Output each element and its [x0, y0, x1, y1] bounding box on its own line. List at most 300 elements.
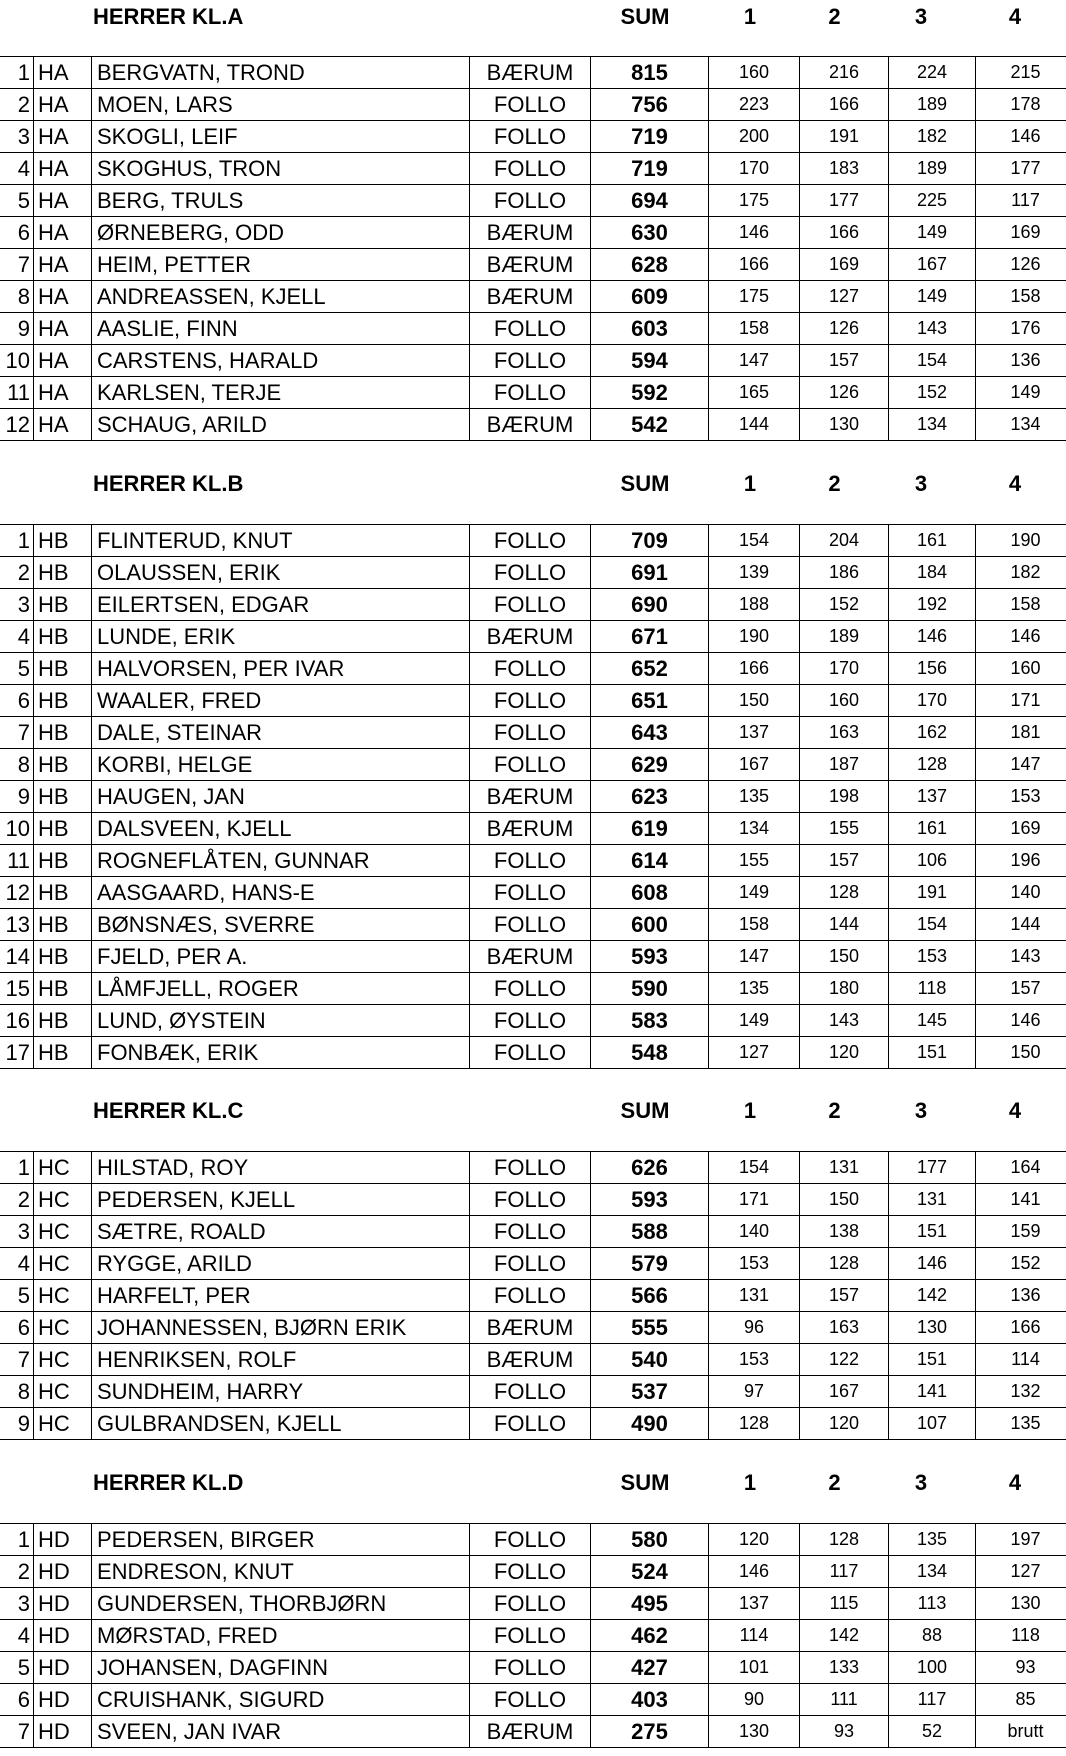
column-header-sum: SUM	[620, 471, 670, 496]
class-cell: HB	[34, 749, 92, 781]
club-cell: BÆRUM	[470, 409, 591, 441]
class-cell: HC	[34, 1376, 92, 1408]
game4-cell: 178	[976, 89, 1066, 121]
game3-cell: 151	[889, 1344, 976, 1376]
game1-cell: 165	[709, 377, 800, 409]
class-cell: HB	[34, 1005, 92, 1037]
club-cell: FOLLO	[470, 1588, 591, 1620]
table-row	[0, 1408, 1066, 1440]
name-cell: ØRNEBERG, ODD	[92, 217, 470, 249]
game1-cell: 135	[709, 781, 800, 813]
name-cell: SKOGHUS, TRON	[92, 153, 470, 185]
column-header-g2: 2	[828, 471, 841, 496]
sum-cell: 652	[591, 653, 709, 685]
sum-cell: 495	[591, 1588, 709, 1620]
club-cell: BÆRUM	[470, 1716, 591, 1748]
club-cell: FOLLO	[470, 121, 591, 153]
class-cell: HC	[34, 1408, 92, 1440]
section-title: HERRER KL.A	[93, 4, 244, 29]
club-cell: FOLLO	[470, 1620, 591, 1652]
rank-cell: 7	[0, 249, 34, 281]
game3-cell: 189	[889, 89, 976, 121]
club-cell: FOLLO	[470, 845, 591, 877]
class-cell: HB	[34, 813, 92, 845]
game2-cell: 126	[800, 313, 889, 345]
game3-cell: 156	[889, 653, 976, 685]
table-row	[0, 1280, 1066, 1312]
club-cell: FOLLO	[470, 1376, 591, 1408]
table-row	[0, 909, 1066, 941]
class-cell: HB	[34, 717, 92, 749]
sum-cell: 542	[591, 409, 709, 441]
game4-cell: brutt	[976, 1716, 1066, 1748]
sum-cell: 756	[591, 89, 709, 121]
class-cell: HA	[34, 249, 92, 281]
club-cell: BÆRUM	[470, 249, 591, 281]
game4-cell: 169	[976, 813, 1066, 845]
club-cell: BÆRUM	[470, 941, 591, 973]
table-row	[0, 557, 1066, 589]
rank-cell: 5	[0, 185, 34, 217]
rank-cell: 1	[0, 1152, 34, 1184]
class-cell: HB	[34, 909, 92, 941]
club-cell: FOLLO	[470, 1652, 591, 1684]
class-cell: HA	[34, 121, 92, 153]
name-cell: BØNSNÆS, SVERRE	[92, 909, 470, 941]
sum-cell: 614	[591, 845, 709, 877]
game3-cell: 141	[889, 1376, 976, 1408]
name-cell: HAUGEN, JAN	[92, 781, 470, 813]
game1-cell: 96	[709, 1312, 800, 1344]
sum-cell: 275	[591, 1716, 709, 1748]
sum-cell: 537	[591, 1376, 709, 1408]
sum-cell: 623	[591, 781, 709, 813]
game1-cell: 149	[709, 877, 800, 909]
class-cell: HD	[34, 1524, 92, 1556]
sum-cell: 592	[591, 377, 709, 409]
game3-cell: 152	[889, 377, 976, 409]
class-cell: HC	[34, 1152, 92, 1184]
rank-cell: 6	[0, 1312, 34, 1344]
name-cell: LUND, ØYSTEIN	[92, 1005, 470, 1037]
game3-cell: 149	[889, 217, 976, 249]
club-cell: FOLLO	[470, 377, 591, 409]
rank-cell: 6	[0, 685, 34, 717]
class-cell: HA	[34, 57, 92, 89]
rank-cell: 2	[0, 557, 34, 589]
table-row	[0, 1716, 1066, 1748]
game1-cell: 114	[709, 1620, 800, 1652]
table-row	[0, 89, 1066, 121]
game1-cell: 135	[709, 973, 800, 1005]
table-row	[0, 185, 1066, 217]
rank-cell: 12	[0, 409, 34, 441]
game2-cell: 120	[800, 1037, 889, 1069]
table-row	[0, 1376, 1066, 1408]
name-cell: SKOGLI, LEIF	[92, 121, 470, 153]
game4-cell: 197	[976, 1524, 1066, 1556]
section-header	[0, 0, 1066, 40]
game1-cell: 146	[709, 217, 800, 249]
game4-cell: 126	[976, 249, 1066, 281]
game2-cell: 163	[800, 717, 889, 749]
table-row	[0, 1344, 1066, 1376]
sum-cell: 815	[591, 57, 709, 89]
game4-cell: 141	[976, 1184, 1066, 1216]
game3-cell: 225	[889, 185, 976, 217]
sum-cell: 566	[591, 1280, 709, 1312]
game4-cell: 114	[976, 1344, 1066, 1376]
rank-cell: 4	[0, 153, 34, 185]
game2-cell: 187	[800, 749, 889, 781]
game3-cell: 118	[889, 973, 976, 1005]
name-cell: HILSTAD, ROY	[92, 1152, 470, 1184]
column-header-g1: 1	[743, 1470, 757, 1495]
table-row	[0, 1524, 1066, 1556]
column-header-g3: 3	[914, 4, 928, 29]
class-cell: HD	[34, 1556, 92, 1588]
table-row	[0, 1037, 1066, 1069]
sum-cell: 719	[591, 153, 709, 185]
game2-cell: 180	[800, 973, 889, 1005]
game3-cell: 88	[889, 1620, 976, 1652]
game3-cell: 189	[889, 153, 976, 185]
game4-cell: 152	[976, 1248, 1066, 1280]
game2-cell: 216	[800, 57, 889, 89]
rank-cell: 3	[0, 589, 34, 621]
column-header-g1: 1	[743, 1098, 757, 1123]
club-cell: FOLLO	[470, 685, 591, 717]
column-header-g1: 1	[743, 471, 757, 496]
game1-cell: 137	[709, 717, 800, 749]
game4-cell: 117	[976, 185, 1066, 217]
game1-cell: 147	[709, 345, 800, 377]
sum-cell: 540	[591, 1344, 709, 1376]
rank-cell: 6	[0, 217, 34, 249]
game3-cell: 117	[889, 1684, 976, 1716]
class-cell: HC	[34, 1312, 92, 1344]
name-cell: RYGGE, ARILD	[92, 1248, 470, 1280]
table-row	[0, 845, 1066, 877]
rank-cell: 17	[0, 1037, 34, 1069]
rank-cell: 7	[0, 1716, 34, 1748]
game4-cell: 134	[976, 409, 1066, 441]
sum-cell: 691	[591, 557, 709, 589]
game4-cell: 149	[976, 377, 1066, 409]
section-title: HERRER KL.C	[93, 1098, 244, 1123]
club-cell: BÆRUM	[470, 1312, 591, 1344]
game3-cell: 161	[889, 813, 976, 845]
rank-cell: 9	[0, 313, 34, 345]
column-header-g3: 3	[914, 471, 928, 496]
rank-cell: 8	[0, 749, 34, 781]
game3-cell: 113	[889, 1588, 976, 1620]
table-row	[0, 1684, 1066, 1716]
sum-cell: 593	[591, 1184, 709, 1216]
rank-cell: 2	[0, 89, 34, 121]
name-cell: SÆTRE, ROALD	[92, 1216, 470, 1248]
game1-cell: 149	[709, 1005, 800, 1037]
class-cell: HB	[34, 525, 92, 557]
table-row	[0, 57, 1066, 89]
sum-cell: 629	[591, 749, 709, 781]
game4-cell: 181	[976, 717, 1066, 749]
game3-cell: 177	[889, 1152, 976, 1184]
name-cell: LUNDE, ERIK	[92, 621, 470, 653]
section-header	[0, 1466, 1066, 1506]
game4-cell: 182	[976, 557, 1066, 589]
table-row	[0, 1216, 1066, 1248]
rank-cell: 9	[0, 781, 34, 813]
game3-cell: 149	[889, 281, 976, 313]
game4-cell: 157	[976, 973, 1066, 1005]
club-cell: FOLLO	[470, 89, 591, 121]
game3-cell: 153	[889, 941, 976, 973]
sum-cell: 651	[591, 685, 709, 717]
game4-cell: 150	[976, 1037, 1066, 1069]
name-cell: AASLIE, FINN	[92, 313, 470, 345]
sum-cell: 603	[591, 313, 709, 345]
column-header-g4: 4	[1008, 1470, 1022, 1495]
game1-cell: 101	[709, 1652, 800, 1684]
game1-cell: 146	[709, 1556, 800, 1588]
club-cell: FOLLO	[470, 1152, 591, 1184]
game3-cell: 143	[889, 313, 976, 345]
game2-cell: 126	[800, 377, 889, 409]
rank-cell: 1	[0, 1524, 34, 1556]
class-cell: HB	[34, 973, 92, 1005]
game3-cell: 224	[889, 57, 976, 89]
game4-cell: 196	[976, 845, 1066, 877]
rank-cell: 3	[0, 1588, 34, 1620]
sum-cell: 619	[591, 813, 709, 845]
table-row	[0, 717, 1066, 749]
table-row	[0, 1556, 1066, 1588]
name-cell: HALVORSEN, PER IVAR	[92, 653, 470, 685]
game2-cell: 111	[800, 1684, 889, 1716]
table-row	[0, 525, 1066, 557]
game1-cell: 153	[709, 1248, 800, 1280]
sum-cell: 709	[591, 525, 709, 557]
game3-cell: 142	[889, 1280, 976, 1312]
rank-cell: 2	[0, 1556, 34, 1588]
game2-cell: 166	[800, 89, 889, 121]
game4-cell: 93	[976, 1652, 1066, 1684]
class-cell: HB	[34, 685, 92, 717]
rank-cell: 14	[0, 941, 34, 973]
class-cell: HC	[34, 1216, 92, 1248]
game1-cell: 128	[709, 1408, 800, 1440]
rank-cell: 5	[0, 1652, 34, 1684]
game3-cell: 130	[889, 1312, 976, 1344]
results-table	[0, 56, 1066, 441]
rank-cell: 15	[0, 973, 34, 1005]
game3-cell: 131	[889, 1184, 976, 1216]
sum-cell: 626	[591, 1152, 709, 1184]
class-cell: HB	[34, 557, 92, 589]
game4-cell: 158	[976, 281, 1066, 313]
rank-cell: 1	[0, 525, 34, 557]
class-cell: HA	[34, 89, 92, 121]
class-cell: HB	[34, 941, 92, 973]
game2-cell: 130	[800, 409, 889, 441]
sum-cell: 600	[591, 909, 709, 941]
game1-cell: 154	[709, 525, 800, 557]
results-table	[0, 1151, 1066, 1440]
club-cell: FOLLO	[470, 1556, 591, 1588]
table-row	[0, 781, 1066, 813]
game1-cell: 147	[709, 941, 800, 973]
game2-cell: 143	[800, 1005, 889, 1037]
column-header-g1: 1	[743, 4, 757, 29]
game2-cell: 138	[800, 1216, 889, 1248]
game1-cell: 166	[709, 653, 800, 685]
class-cell: HB	[34, 653, 92, 685]
game1-cell: 171	[709, 1184, 800, 1216]
table-row	[0, 409, 1066, 441]
game1-cell: 223	[709, 89, 800, 121]
class-cell: HA	[34, 409, 92, 441]
game2-cell: 152	[800, 589, 889, 621]
game1-cell: 137	[709, 1588, 800, 1620]
class-cell: HB	[34, 877, 92, 909]
sum-cell: 628	[591, 249, 709, 281]
sum-cell: 593	[591, 941, 709, 973]
rank-cell: 9	[0, 1408, 34, 1440]
game2-cell: 128	[800, 1248, 889, 1280]
game4-cell: 159	[976, 1216, 1066, 1248]
class-cell: HC	[34, 1280, 92, 1312]
game4-cell: 135	[976, 1408, 1066, 1440]
game2-cell: 120	[800, 1408, 889, 1440]
rank-cell: 16	[0, 1005, 34, 1037]
club-cell: FOLLO	[470, 1408, 591, 1440]
club-cell: BÆRUM	[470, 621, 591, 653]
name-cell: ANDREASSEN, KJELL	[92, 281, 470, 313]
name-cell: EILERTSEN, EDGAR	[92, 589, 470, 621]
sum-cell: 594	[591, 345, 709, 377]
game4-cell: 136	[976, 1280, 1066, 1312]
class-cell: HD	[34, 1652, 92, 1684]
game1-cell: 153	[709, 1344, 800, 1376]
table-row	[0, 281, 1066, 313]
game1-cell: 166	[709, 249, 800, 281]
game1-cell: 190	[709, 621, 800, 653]
game3-cell: 146	[889, 621, 976, 653]
game1-cell: 127	[709, 1037, 800, 1069]
game3-cell: 154	[889, 345, 976, 377]
game2-cell: 183	[800, 153, 889, 185]
name-cell: GULBRANDSEN, KJELL	[92, 1408, 470, 1440]
game4-cell: 136	[976, 345, 1066, 377]
table-row	[0, 1312, 1066, 1344]
club-cell: FOLLO	[470, 1524, 591, 1556]
club-cell: FOLLO	[470, 557, 591, 589]
rank-cell: 1	[0, 57, 34, 89]
name-cell: AASGAARD, HANS-E	[92, 877, 470, 909]
class-cell: HA	[34, 345, 92, 377]
rank-cell: 13	[0, 909, 34, 941]
club-cell: BÆRUM	[470, 57, 591, 89]
club-cell: FOLLO	[470, 153, 591, 185]
class-cell: HD	[34, 1684, 92, 1716]
game2-cell: 128	[800, 877, 889, 909]
game2-cell: 177	[800, 185, 889, 217]
rank-cell: 5	[0, 1280, 34, 1312]
game2-cell: 163	[800, 1312, 889, 1344]
sum-cell: 630	[591, 217, 709, 249]
class-cell: HA	[34, 281, 92, 313]
game3-cell: 128	[889, 749, 976, 781]
column-header-g4: 4	[1008, 4, 1022, 29]
game1-cell: 158	[709, 909, 800, 941]
game4-cell: 176	[976, 313, 1066, 345]
rank-cell: 8	[0, 281, 34, 313]
name-cell: KORBI, HELGE	[92, 749, 470, 781]
game4-cell: 146	[976, 121, 1066, 153]
name-cell: JOHANSEN, DAGFINN	[92, 1652, 470, 1684]
game1-cell: 188	[709, 589, 800, 621]
sum-cell: 427	[591, 1652, 709, 1684]
game1-cell: 167	[709, 749, 800, 781]
name-cell: DALE, STEINAR	[92, 717, 470, 749]
name-cell: JOHANNESSEN, BJØRN ERIK	[92, 1312, 470, 1344]
club-cell: FOLLO	[470, 1037, 591, 1069]
name-cell: DALSVEEN, KJELL	[92, 813, 470, 845]
rank-cell: 4	[0, 621, 34, 653]
game3-cell: 151	[889, 1037, 976, 1069]
rank-cell: 6	[0, 1684, 34, 1716]
club-cell: FOLLO	[470, 877, 591, 909]
game2-cell: 150	[800, 941, 889, 973]
game3-cell: 134	[889, 409, 976, 441]
club-cell: FOLLO	[470, 717, 591, 749]
club-cell: BÆRUM	[470, 781, 591, 813]
club-cell: FOLLO	[470, 1216, 591, 1248]
club-cell: FOLLO	[470, 1184, 591, 1216]
game1-cell: 150	[709, 685, 800, 717]
rank-cell: 4	[0, 1620, 34, 1652]
sum-cell: 580	[591, 1524, 709, 1556]
game4-cell: 85	[976, 1684, 1066, 1716]
rank-cell: 4	[0, 1248, 34, 1280]
rank-cell: 3	[0, 121, 34, 153]
game3-cell: 191	[889, 877, 976, 909]
rank-cell: 2	[0, 1184, 34, 1216]
rank-cell: 12	[0, 877, 34, 909]
table-row	[0, 685, 1066, 717]
table-row	[0, 1184, 1066, 1216]
game2-cell: 155	[800, 813, 889, 845]
name-cell: CRUISHANK, SIGURD	[92, 1684, 470, 1716]
sum-cell: 588	[591, 1216, 709, 1248]
game3-cell: 184	[889, 557, 976, 589]
game2-cell: 189	[800, 621, 889, 653]
class-cell: HA	[34, 153, 92, 185]
sum-cell: 579	[591, 1248, 709, 1280]
game4-cell: 127	[976, 1556, 1066, 1588]
class-cell: HD	[34, 1620, 92, 1652]
game3-cell: 106	[889, 845, 976, 877]
table-row	[0, 345, 1066, 377]
sum-cell: 490	[591, 1408, 709, 1440]
game3-cell: 137	[889, 781, 976, 813]
table-row	[0, 653, 1066, 685]
club-cell: FOLLO	[470, 749, 591, 781]
club-cell: BÆRUM	[470, 1344, 591, 1376]
game4-cell: 132	[976, 1376, 1066, 1408]
sum-cell: 609	[591, 281, 709, 313]
